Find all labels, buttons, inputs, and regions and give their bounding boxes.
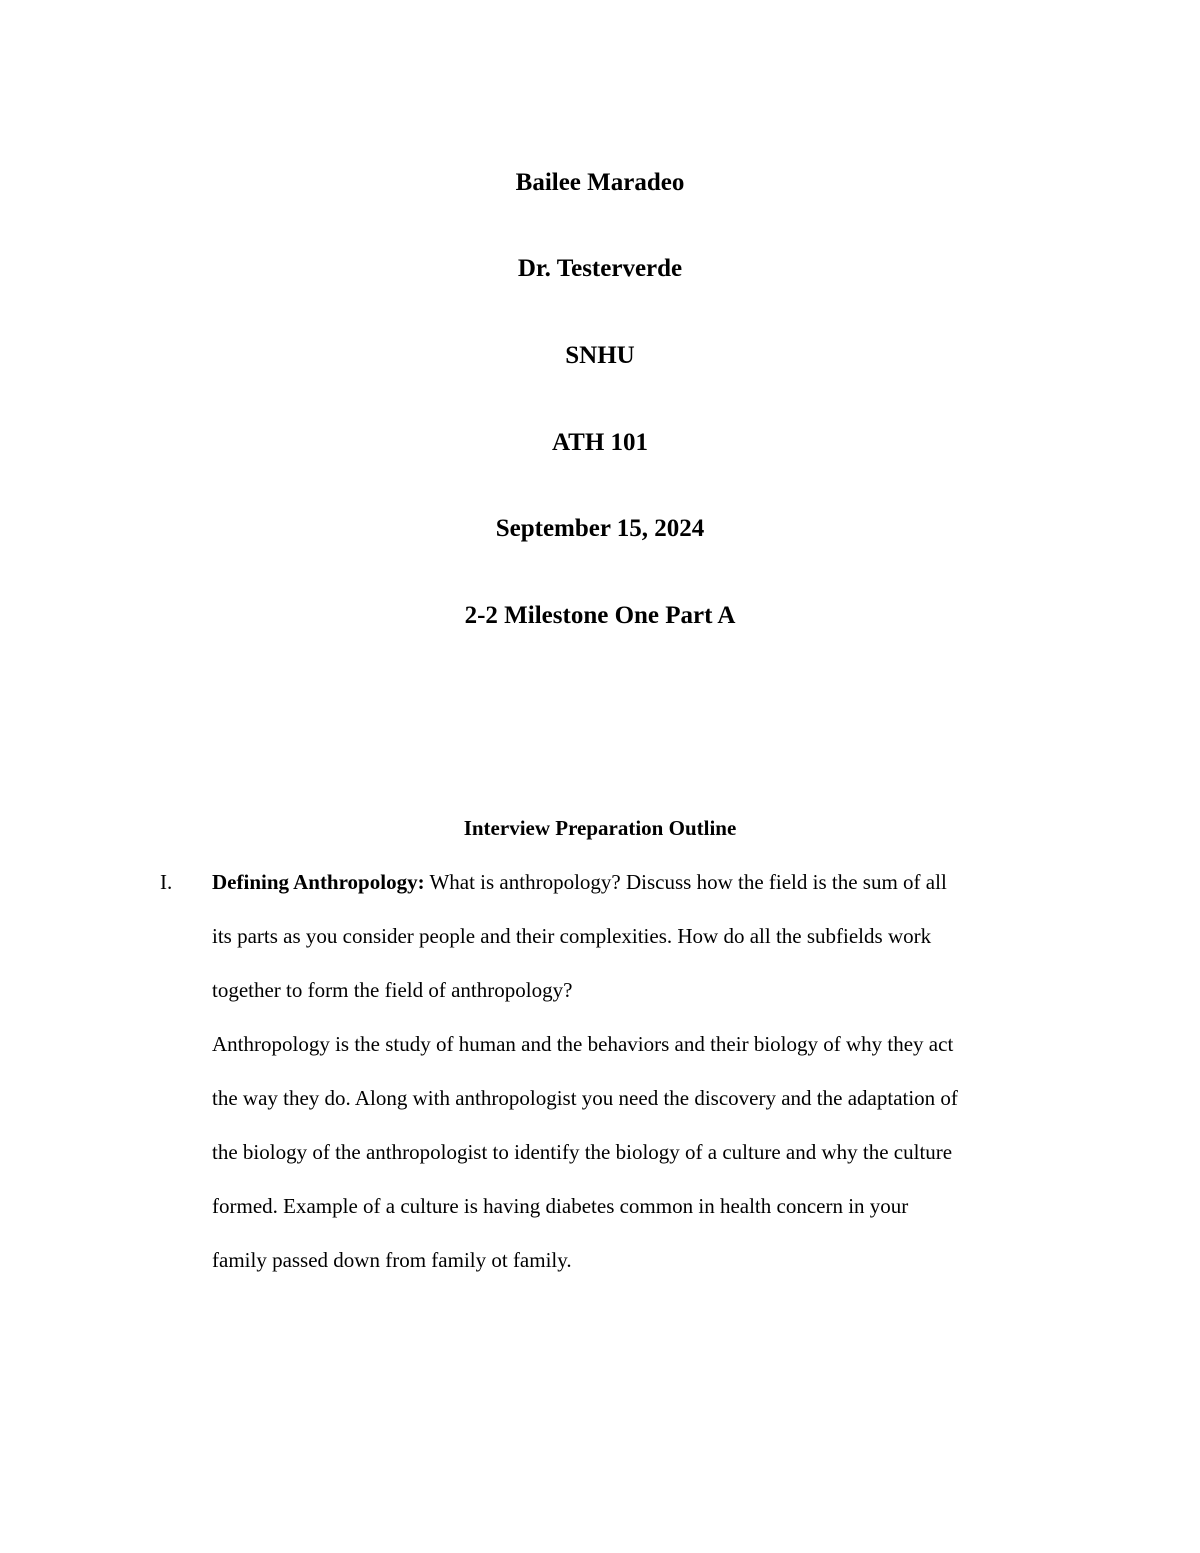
item-label: Defining Anthropology:	[212, 870, 425, 894]
prompt-line: its parts as you consider people and their complexities. How do all the subfields work	[212, 924, 932, 948]
answer-line: family passed down from family ot family.	[212, 1248, 572, 1272]
answer-line: formed. Example of a culture is having diabetes common in health concern in your	[212, 1194, 909, 1218]
outline-item-marker: I.	[160, 870, 173, 894]
answer-line: the biology of the anthropologist to identify the biology of a culture and why the culture	[212, 1140, 953, 1164]
answer-line: Anthropology is the study of human and the behaviors and their biology of why they act	[212, 1032, 954, 1056]
course-code: ATH 101	[551, 429, 649, 456]
outline-heading: Interview Preparation Outline	[463, 816, 737, 840]
assignment-title: 2-2 Milestone One Part A	[464, 602, 736, 629]
instructor-name: Dr. Testerverde	[517, 255, 683, 282]
outline-item-body	[212, 866, 1060, 1298]
author-name: Bailee Maradeo	[515, 169, 685, 196]
institution-name: SNHU	[565, 342, 635, 369]
submission-date: September 15, 2024	[495, 515, 705, 542]
prompt-text: What is anthropology? Discuss how the field is the sum of all	[424, 870, 947, 894]
prompt-line	[212, 866, 1060, 920]
answer-line: the way they do. Along with anthropologist you need the discovery and the adaptation of	[212, 1086, 958, 1110]
prompt-line: together to form the field of anthropology?	[212, 978, 573, 1002]
